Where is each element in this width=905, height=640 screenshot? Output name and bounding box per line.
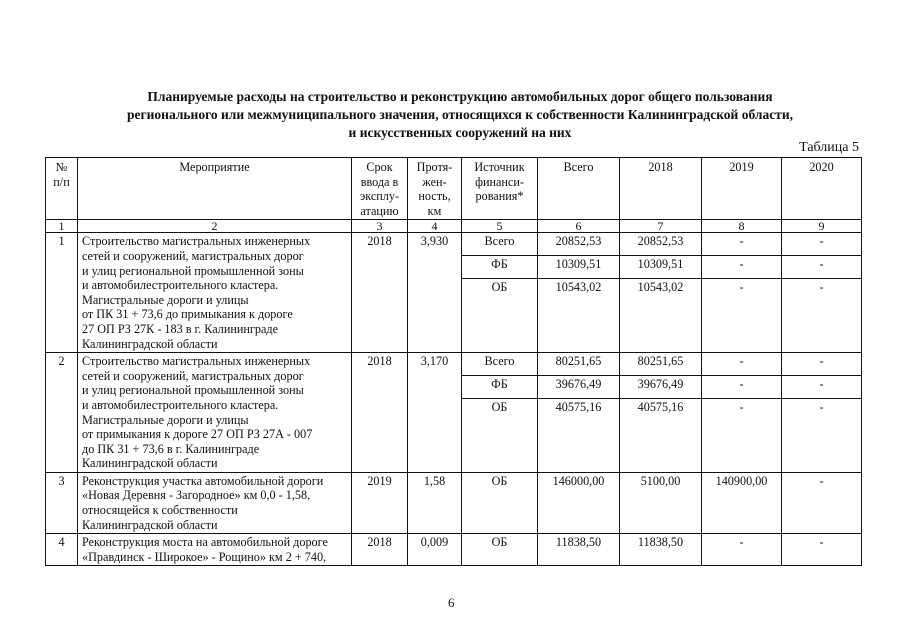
header-line: 2018 xyxy=(648,160,673,174)
header-2019 xyxy=(702,158,782,220)
amount-2020: - xyxy=(782,375,862,398)
event-description xyxy=(78,472,352,533)
funding-source: ОБ xyxy=(462,534,538,566)
amount-2018: 5100,00 xyxy=(620,472,702,533)
total-amount: 80251,65 xyxy=(538,353,620,376)
column-number: 2 xyxy=(78,220,352,233)
amount-2019: - xyxy=(702,534,782,566)
description-line: и автомобилестроительного кластера. xyxy=(82,278,279,293)
table-row xyxy=(46,233,862,256)
table-label: Таблица 5 xyxy=(799,140,859,155)
description-line: Реконструкция моста на автомобильной дороге xyxy=(82,535,328,550)
funding-source: ФБ xyxy=(462,256,538,279)
total-amount: 146000,00 xyxy=(538,472,620,533)
funding-source: ФБ xyxy=(462,375,538,398)
amount-2020: - xyxy=(782,233,862,256)
description-line: от ПК 31 + 73,6 до примыкания к дороге xyxy=(82,307,293,322)
row-number: 4 xyxy=(46,534,78,566)
amount-2020: - xyxy=(782,256,862,279)
header-line: Срок xyxy=(366,160,393,174)
column-number: 9 xyxy=(782,220,862,233)
funding-source: Всего xyxy=(462,233,538,256)
description-line: и автомобилестроительного кластера. xyxy=(82,397,279,412)
description-line: Калининградской области xyxy=(82,517,218,532)
header-row xyxy=(46,158,862,220)
funding-source: Всего xyxy=(462,353,538,376)
header-line: 2020 xyxy=(809,160,834,174)
road-length: 3,930 xyxy=(408,233,462,353)
description-line: относящейся к собственности xyxy=(82,503,238,518)
column-number: 3 xyxy=(352,220,408,233)
header-line: атацию xyxy=(360,203,399,218)
amount-2020: - xyxy=(782,534,862,566)
amount-2019: - xyxy=(702,256,782,279)
amount-2019: - xyxy=(702,233,782,256)
title-line: Планируемые расходы на строительство и реконструкцию автомобильных дорог общего пользования xyxy=(147,89,773,104)
commission-term: 2018 xyxy=(352,233,408,353)
description-line: Магистральные дороги и улицы xyxy=(82,412,249,427)
column-number: 8 xyxy=(702,220,782,233)
header-term xyxy=(352,158,408,220)
description-line: Строительство магистральных инженерных xyxy=(82,354,311,369)
description-line: сетей и сооружений, магистральных дорог xyxy=(82,248,304,263)
row-number: 2 xyxy=(46,353,78,473)
total-amount: 40575,16 xyxy=(538,398,620,472)
road-length: 1,58 xyxy=(408,472,462,533)
amount-2019: - xyxy=(702,353,782,376)
header-line: рования* xyxy=(475,189,524,204)
column-number: 1 xyxy=(46,220,78,233)
description-line: «Правдинск - Широкое» - Рощино» км 2 + 740, xyxy=(82,549,327,564)
column-number: 6 xyxy=(538,220,620,233)
amount-2019: - xyxy=(702,398,782,472)
header-2020 xyxy=(782,158,862,220)
description-line: и улиц региональной промышленной зоны xyxy=(82,263,304,278)
header-line: Протя- xyxy=(416,160,453,174)
amount-2020: - xyxy=(782,353,862,376)
column-number: 7 xyxy=(620,220,702,233)
commission-term: 2019 xyxy=(352,472,408,533)
event-description xyxy=(78,534,352,566)
amount-2020: - xyxy=(782,472,862,533)
amount-2020: - xyxy=(782,398,862,472)
commission-term: 2018 xyxy=(352,353,408,473)
description-line: Калининградской области xyxy=(82,456,218,471)
title-line: регионального или межмуниципального значения, относящихся к собственности Калининградской области, xyxy=(127,107,793,122)
description-line: Строительство магистральных инженерных xyxy=(82,234,311,249)
amount-2018: 10543,02 xyxy=(620,278,702,352)
amount-2018: 80251,65 xyxy=(620,353,702,376)
page-number: 6 xyxy=(448,595,455,610)
column-number: 4 xyxy=(408,220,462,233)
header-total xyxy=(538,158,620,220)
amount-2018: 20852,53 xyxy=(620,233,702,256)
table-row xyxy=(46,353,862,376)
amount-2018: 40575,16 xyxy=(620,398,702,472)
header-line: п/п xyxy=(53,174,70,189)
column-number: 5 xyxy=(462,220,538,233)
header-source xyxy=(462,158,538,220)
description-line: до ПК 31 + 73,6 в г. Калининграде xyxy=(82,441,260,456)
amount-2018: 39676,49 xyxy=(620,375,702,398)
header-line: км xyxy=(427,203,442,218)
total-amount: 11838,50 xyxy=(538,534,620,566)
column-number-row xyxy=(46,220,862,233)
header-line: ввода в xyxy=(360,174,399,189)
amount-2019: 140900,00 xyxy=(702,472,782,533)
header-line: финанси- xyxy=(475,174,524,189)
total-amount: 10543,02 xyxy=(538,278,620,352)
amount-2020: - xyxy=(782,278,862,352)
header-line: эксплу- xyxy=(359,189,399,204)
title-line: и искусственных сооружений на них xyxy=(348,125,572,140)
description-line: и улиц региональной промышленной зоны xyxy=(82,383,304,398)
header-event xyxy=(78,158,352,220)
header-line: № xyxy=(55,160,68,174)
commission-term: 2018 xyxy=(352,534,408,566)
header-line: Мероприятие xyxy=(179,160,250,174)
table-body xyxy=(46,233,862,566)
table-row xyxy=(46,534,862,566)
amount-2018: 11838,50 xyxy=(620,534,702,566)
header-length xyxy=(408,158,462,220)
amount-2019: - xyxy=(702,375,782,398)
road-length: 3,170 xyxy=(408,353,462,473)
header-line: Источник xyxy=(474,160,525,174)
amount-2019: - xyxy=(702,278,782,352)
expenses-table xyxy=(45,157,862,566)
row-number: 3 xyxy=(46,472,78,533)
event-description xyxy=(78,233,352,353)
description-line: 27 ОП РЗ 27К - 183 в г. Калининграде xyxy=(82,321,279,336)
event-description xyxy=(78,353,352,473)
funding-source: ОБ xyxy=(462,472,538,533)
header-2018 xyxy=(620,158,702,220)
total-amount: 10309,51 xyxy=(538,256,620,279)
description-line: сетей и сооружений, магистральных дорог xyxy=(82,368,304,383)
description-line: Калининградской области xyxy=(82,336,218,351)
header-line: ность, xyxy=(418,189,451,204)
header-num xyxy=(46,158,78,220)
funding-source: ОБ xyxy=(462,278,538,352)
description-line: Реконструкция участка автомобильной дороги xyxy=(82,473,324,488)
description-line: Магистральные дороги и улицы xyxy=(82,292,249,307)
total-amount: 20852,53 xyxy=(538,233,620,256)
amount-2018: 10309,51 xyxy=(620,256,702,279)
header-line: Всего xyxy=(563,160,594,174)
header-line: 2019 xyxy=(729,160,754,174)
document-title xyxy=(40,88,880,142)
table-row xyxy=(46,472,862,533)
row-number: 1 xyxy=(46,233,78,353)
description-line: от примыкания к дороге 27 ОП РЗ 27А - 007 xyxy=(82,427,313,442)
header-line: жен- xyxy=(422,174,447,189)
description-line: «Новая Деревня - Загородное» км 0,0 - 1,58, xyxy=(82,488,311,503)
road-length: 0,009 xyxy=(408,534,462,566)
funding-source: ОБ xyxy=(462,398,538,472)
total-amount: 39676,49 xyxy=(538,375,620,398)
